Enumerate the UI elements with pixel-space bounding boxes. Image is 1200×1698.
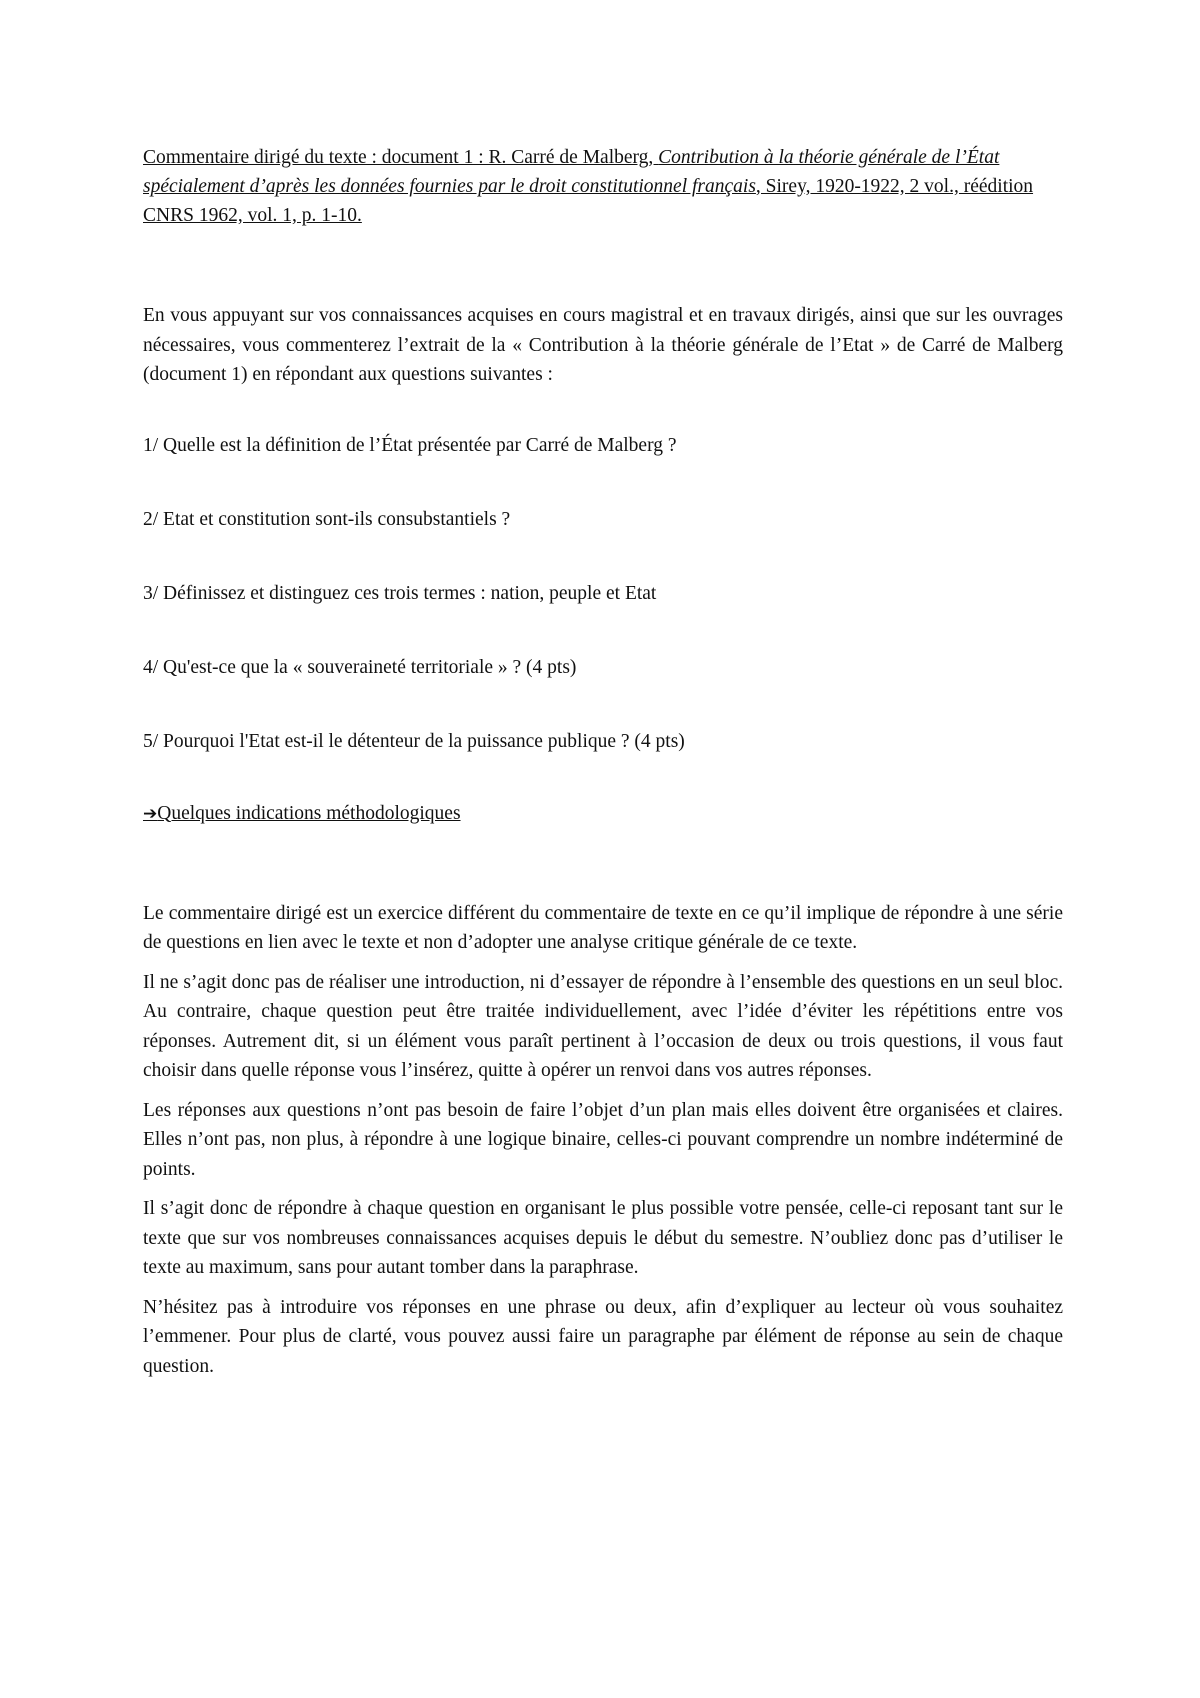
method-paragraph-4: Il s’agit donc de répondre à chaque question en organisant le plus possible votre pensée, celle-ci reposant tant sur le texte que sur vos nombreuses connaissances acquises depuis le début du semestre. N’oubliez donc pas d’utiliser le texte au maximum, sans pour autant tomber dans la paraphrase. xyxy=(143,1198,1063,1278)
method-heading-text: Quelques indications méthodologiques xyxy=(157,802,461,824)
method-heading xyxy=(143,799,1063,829)
method-paragraph-3: Les réponses aux questions n’ont pas besoin de faire l’objet d’un plan mais elles doivent être organisées et claires. Elles n’ont pas, non plus, à répondre à une logique binaire, celles-ci pouvant comprendre un nombre indéterminé de points. xyxy=(143,1099,1063,1180)
question-3: 3/ Définissez et distinguez ces trois termes : nation, peuple et Etat xyxy=(143,582,657,604)
header-prefix: Commentaire dirigé du texte : document 1 : R. Carré de Malberg, xyxy=(143,147,659,168)
question-2: 2/ Etat et constitution sont-ils consubstantiels ? xyxy=(143,508,511,530)
arrow-right-icon: ➔ xyxy=(143,803,158,824)
document-page xyxy=(143,143,1063,1381)
question-4: 4/ Qu'est-ce que la « souveraineté territoriale » ? (4 pts) xyxy=(143,656,577,678)
document-header xyxy=(143,143,1063,230)
header-book-title: Contribution à la théorie générale de l’État spécialement d’après les données fournies par le droit constitutionnel français xyxy=(143,147,1000,197)
question-5: 5/ Pourquoi l'Etat est-il le détenteur de la puissance publique ? (4 pts) xyxy=(143,730,685,752)
intro-paragraph: En vous appuyant sur vos connaissances acquises en cours magistral et en travaux dirigés, ainsi que sur les ouvrages nécessaires, vous commenterez l’extrait de la « Contribution à la théorie générale de l’Etat » de Carré de Malberg (document 1) en répondant aux questions suivantes : xyxy=(143,305,1063,385)
method-paragraph-5: N’hésitez pas à introduire vos réponses en une phrase ou deux, afin d’expliquer au lecteur où vous souhaitez l’emmener. Pour plus de clarté, vous pouvez aussi faire un paragraphe par élément de réponse au sein de chaque question. xyxy=(143,1296,1063,1377)
question-1: 1/ Quelle est la définition de l’État présentée par Carré de Malberg ? xyxy=(143,434,677,456)
method-paragraph-2: Il ne s’agit donc pas de réaliser une introduction, ni d’essayer de répondre à l’ensemble des questions en un seul bloc. Au contraire, chaque question peut être traitée individuellement, avec l’idée d’éviter les répétitions entre vos réponses. Autrement dit, si un élément vous paraît pertinent à l’occasion de deux ou trois questions, il vous faut choisir dans quelle réponse vous l’insérez, quitte à opérer un renvoi dans vos autres réponses. xyxy=(143,971,1063,1081)
method-paragraph-1: Le commentaire dirigé est un exercice différent du commentaire de texte en ce qu’il implique de répondre à une série de questions en lien avec le texte et non d’adopter une analyse critique générale de ce texte. xyxy=(143,902,1063,953)
header-suffix: , Sirey, 1920-1922, 2 vol., réédition CNRS 1962, vol. 1, p. 1-10. xyxy=(143,176,1034,226)
